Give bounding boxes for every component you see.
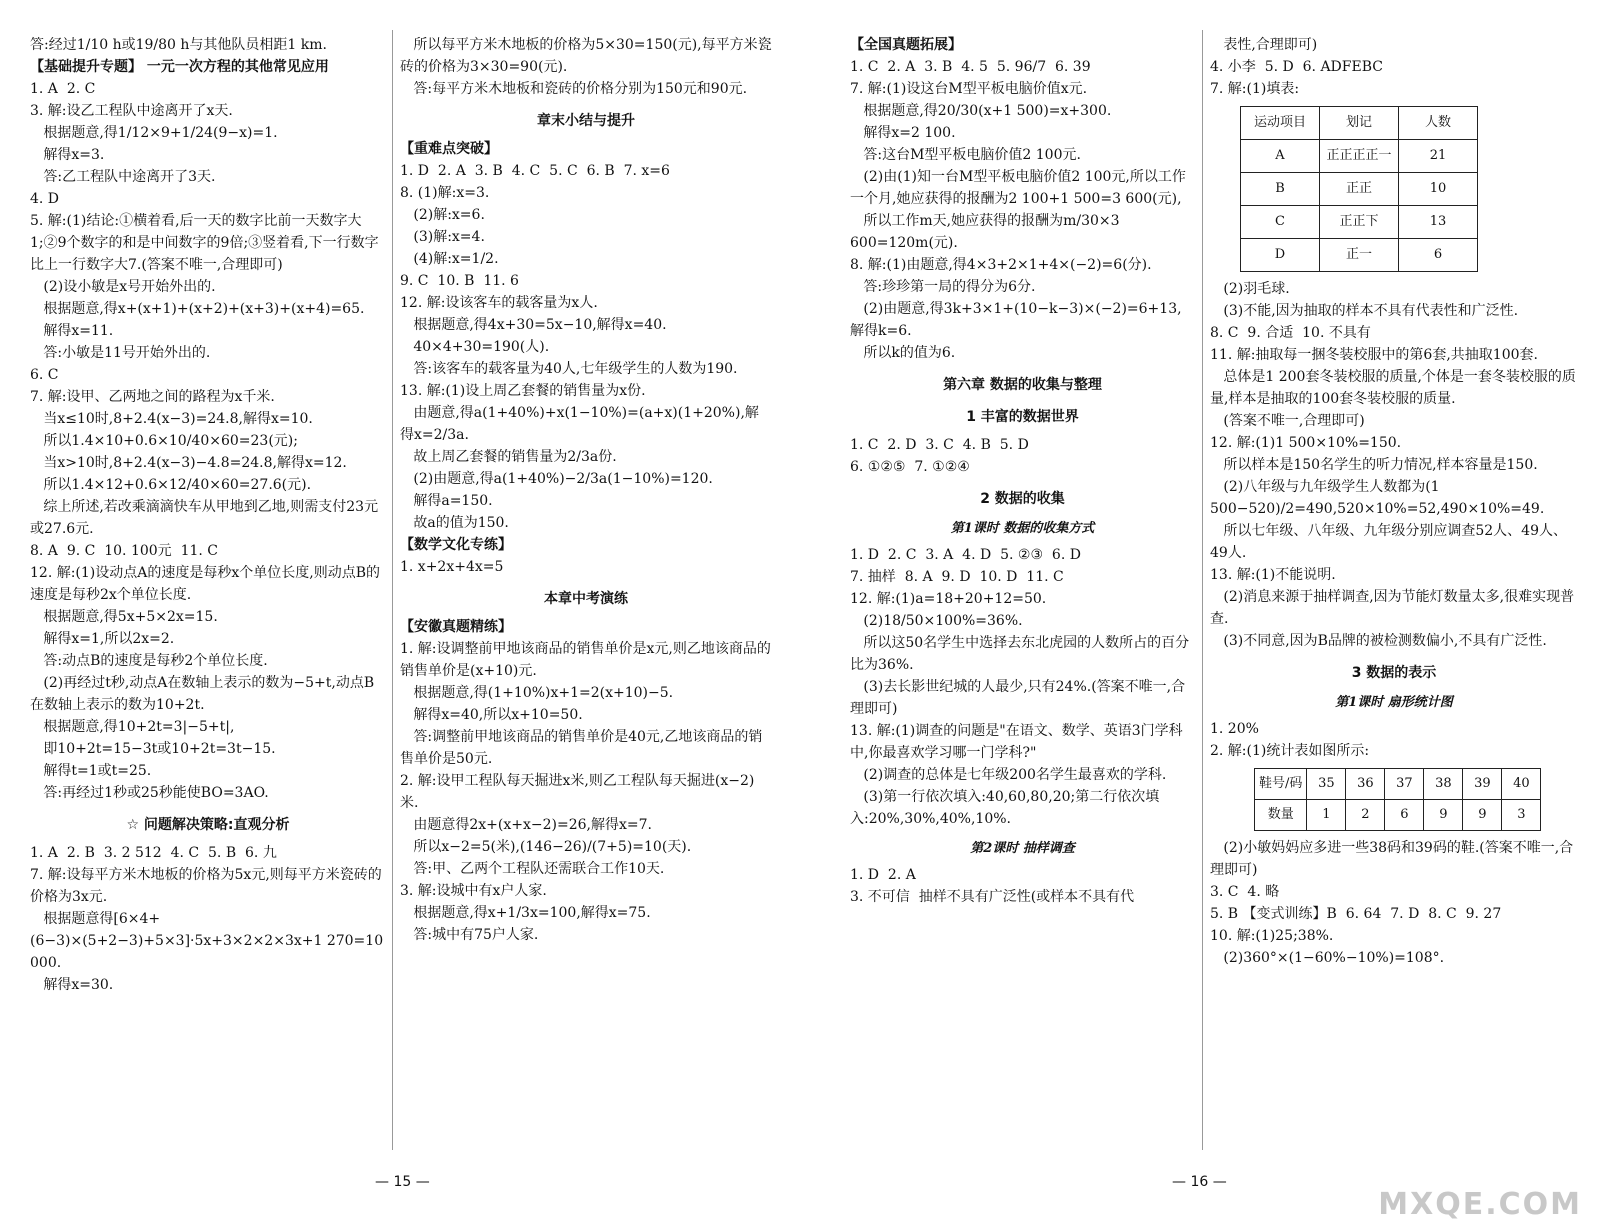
answer-line: 答:该客车的载客量为40人,七年级学生的人数为190. bbox=[400, 361, 738, 377]
answer-line: 由题意,得a(1+40%)+x(1−10%)=(a+x)(1+20%),解得x=2/3a. bbox=[400, 405, 759, 443]
answer-line: 1. 解:设调整前甲地该商品的销售单价是x元,则乙地该商品的销售单价是(x+10)元. bbox=[400, 641, 771, 679]
table-cell: C bbox=[1241, 206, 1320, 239]
table-cell: 21 bbox=[1399, 140, 1478, 173]
answer-line: 根据题意,得1/12×9+1/24(9−x)=1. bbox=[30, 125, 278, 141]
answer-line: (2)设小敏是x号开始外出的. bbox=[30, 279, 216, 295]
answer-line: 1. C 2. D 3. C 4. B 5. D bbox=[850, 437, 1029, 453]
answer-line: 4. D bbox=[30, 191, 60, 207]
answer-line: 7. 抽样 8. A 9. D 10. D 11. C bbox=[850, 569, 1064, 585]
answer-line: 所以x−2=5(米),(146−26)/(7+5)=10(天). bbox=[400, 839, 692, 855]
answer-line: 答:这台M型平板电脑价值2 100元. bbox=[850, 147, 1081, 163]
table-cell: 1 bbox=[1307, 800, 1346, 831]
answer-line: 3. 解:设乙工程队中途离开了x天. bbox=[30, 103, 233, 119]
answer-line: (3)不同意,因为B品牌的被检测数偏小,不具有广泛性. bbox=[1210, 633, 1547, 649]
table-cell: 35 bbox=[1307, 769, 1346, 800]
table-cell: D bbox=[1241, 239, 1320, 272]
answer-line: 12. 解:(1)设动点A的速度是每秒x个单位长度,则动点B的速度是每秒2x个单位长度. bbox=[30, 565, 381, 603]
answer-line: 根据题意,得5x+5×2x=15. bbox=[30, 609, 218, 625]
table-cell: 37 bbox=[1385, 769, 1424, 800]
table-cell: 正一 bbox=[1320, 239, 1399, 272]
answer-line: 40×4+30=190(人). bbox=[400, 339, 550, 355]
answer-line: 12. 解:(1)1 500×10%=150. bbox=[1210, 435, 1402, 451]
answer-line: 根据题意,得20/30(x+1 500)=x+300. bbox=[850, 103, 1112, 119]
answer-line: 总体是1 200套冬装校服的质量,个体是一套冬装校服的质量,样本是抽取的100套冬装校服的质量. bbox=[1210, 369, 1576, 407]
answer-line: 答:再经过1秒或25秒能使BO=3AO. bbox=[30, 785, 269, 801]
answer-line: 10. 解:(1)25;38%. bbox=[1210, 928, 1334, 944]
section-heading: 【安徽真题精练】 bbox=[400, 619, 512, 635]
table-cell: 人数 bbox=[1399, 107, 1478, 140]
table-cell: A bbox=[1241, 140, 1320, 173]
answer-line: 9. C 10. B 11. 6 bbox=[400, 273, 519, 289]
column-divider bbox=[392, 30, 393, 1150]
table-cell: 正正下 bbox=[1320, 206, 1399, 239]
answer-line: (2)羽毛球. bbox=[1210, 281, 1290, 297]
answer-line: 3. 不可信 抽样不具有广泛性(或样本不具有代 bbox=[850, 889, 1135, 905]
answer-line: 答:每平方米木地板和瓷砖的价格分别为150元和90元. bbox=[400, 81, 748, 97]
column-4-middle bbox=[1210, 278, 1578, 762]
answer-line: 8. (1)解:x=3. bbox=[400, 185, 490, 201]
answer-line: 解得x=11. bbox=[30, 323, 114, 339]
section-heading: 【数学文化专练】 bbox=[400, 537, 512, 553]
section-heading: 第1课时 数据的收集方式 bbox=[950, 521, 1095, 536]
answer-line: (答案不唯一,合理即可) bbox=[1210, 413, 1365, 429]
answer-line: 故上周乙套餐的销售量为2/3a份. bbox=[400, 449, 617, 465]
answer-line: (2)八年级与九年级学生人数都为(1 500−520)/2=490,520×10%=52,490×10%=49. bbox=[1210, 479, 1545, 517]
answer-line: 6. C bbox=[30, 367, 59, 383]
answer-line: 答:城中有75户人家. bbox=[400, 927, 539, 943]
answer-line: 1. C 2. A 3. B 4. 5 5. 96/7 6. 39 bbox=[850, 59, 1091, 75]
section-heading: 第六章 数据的收集与整理 bbox=[943, 377, 1102, 393]
column-3 bbox=[850, 34, 1195, 908]
answer-line: 根据题意得[6×4+(6−3)×(5+2−3)+5×3]·5x+3×2×2×3x+1 270=10 000. bbox=[30, 911, 388, 971]
section-heading: 1 丰富的数据世界 bbox=[966, 409, 1079, 425]
table-cell: 正正 bbox=[1320, 173, 1399, 206]
table-cell: 40 bbox=[1502, 769, 1541, 800]
answer-line: (2)再经过t秒,动点A在数轴上表示的数为−5+t,动点B在数轴上表示的数为10+2t. bbox=[30, 675, 375, 713]
table-row bbox=[1241, 140, 1478, 173]
watermark-logo: MXQE.COM bbox=[1378, 1187, 1582, 1222]
answer-line: 8. C 9. 合适 10. 不具有 bbox=[1210, 325, 1371, 341]
answer-line: 12. 解:设该客车的载客量为x人. bbox=[400, 295, 598, 311]
table-cell: 36 bbox=[1346, 769, 1385, 800]
answer-line: 1. x+2x+4x=5 bbox=[400, 559, 504, 575]
answer-line: 当x≤10时,8+2.4(x−3)=24.8,解得x=10. bbox=[30, 411, 313, 427]
table-cell: 运动项目 bbox=[1241, 107, 1320, 140]
section-heading: ☆ 问题解决策略:直观分析 bbox=[126, 817, 290, 833]
answer-line: (2)由题意,得a(1+40%)−2/3a(1−10%)=120. bbox=[400, 471, 713, 487]
sports-tally-table bbox=[1240, 106, 1478, 272]
answer-line: 12. 解:(1)a=18+20+12=50. bbox=[850, 591, 1047, 607]
table-cell: 39 bbox=[1463, 769, 1502, 800]
answer-line: (2)由题意,得3k+3×1+(10−k−3)×(−2)=6+13,解得k=6. bbox=[850, 301, 1182, 339]
answer-line: (3)去长影世纪城的人最少,只有24%.(答案不唯一,合理即可) bbox=[850, 679, 1186, 717]
answer-line: 所以这50名学生中选择去东北虎园的人数所占的百分比为36%. bbox=[850, 635, 1190, 673]
answer-line: 3. C 4. 略 bbox=[1210, 884, 1280, 900]
column-4-bottom bbox=[1210, 837, 1578, 969]
shoe-size-table bbox=[1254, 768, 1541, 831]
section-heading: 2 数据的收集 bbox=[980, 491, 1065, 507]
table-cell: 鞋号/码 bbox=[1255, 769, 1307, 800]
answer-line: 7. 解:(1)填表: bbox=[1210, 81, 1300, 97]
answer-line: 1. D 2. A 3. B 4. C 5. C 6. B 7. x=6 bbox=[400, 163, 670, 179]
answer-line: 解得x=1,所以2x=2. bbox=[30, 631, 175, 647]
answer-line: 答:调整前甲地该商品的销售单价是40元,乙地该商品的销售单价是50元. bbox=[400, 729, 763, 767]
answer-line: 7. 解:设甲、乙两地之间的路程为x千米. bbox=[30, 389, 275, 405]
answer-line: 11. 解:抽取每一捆冬装校服中的第6套,共抽取100套. bbox=[1210, 347, 1538, 363]
answer-line: 根据题意,得x+1/3x=100,解得x=75. bbox=[400, 905, 651, 921]
answer-line: (2)消息来源于抽样调查,因为节能灯数量太多,很难实现普查. bbox=[1210, 589, 1575, 627]
table-row bbox=[1241, 107, 1478, 140]
section-heading: 3 数据的表示 bbox=[1351, 665, 1437, 681]
answer-line: 答:经过1/10 h或19/80 h与其他队员相距1 km. bbox=[30, 37, 328, 53]
section-heading: 第2课时 抽样调查 bbox=[970, 841, 1075, 856]
answer-line: 13. 解:(1)调查的问题是"在语文、数学、英语3门学科中,你最喜欢学习哪一门学科?" bbox=[850, 723, 1183, 761]
answer-line: (2)18/50×100%=36%. bbox=[850, 613, 1023, 629]
answer-line: 所以样本是150名学生的听力情况,样本容量是150. bbox=[1210, 457, 1538, 473]
table-cell: 6 bbox=[1399, 239, 1478, 272]
answer-line: 解得x=2 100. bbox=[850, 125, 956, 141]
answer-line: 6. ①②⑤ 7. ①②④ bbox=[850, 459, 970, 475]
answer-line: (4)解:x=1/2. bbox=[400, 251, 499, 267]
answer-line: (2)调查的总体是七年级200名学生最喜欢的学科. bbox=[850, 767, 1167, 783]
answer-line: 1. A 2. B 3. 2 512 4. C 5. B 6. 九 bbox=[30, 845, 277, 861]
answer-line: 1. A 2. C bbox=[30, 81, 96, 97]
answer-line: 所以1.4×12+0.6×12/40×60=27.6(元). bbox=[30, 477, 312, 493]
answer-line: 7. 解:设每平方米木地板的价格为5x元,则每平方米瓷砖的价格为3x元. bbox=[30, 867, 382, 905]
answer-line: 2. 解:设甲工程队每天掘进x米,则乙工程队每天掘进(x−2)米. bbox=[400, 773, 755, 811]
answer-line: (2)解:x=6. bbox=[400, 207, 485, 223]
table-row bbox=[1255, 769, 1541, 800]
table-cell: 9 bbox=[1424, 800, 1463, 831]
answer-line: 1. D 2. C 3. A 4. D 5. ②③ 6. D bbox=[850, 547, 1081, 563]
answer-line: 所以七年级、八年级、九年级分别应调查52人、49人、49人. bbox=[1210, 523, 1567, 561]
answer-line: 答:乙工程队中途离开了3天. bbox=[30, 169, 216, 185]
section-heading: 【重难点突破】 bbox=[400, 141, 498, 157]
answer-line: (2)360°×(1−60%−10%)=108°. bbox=[1210, 950, 1445, 966]
answer-line: 即10+2t=15−3t或10+2t=3t−15. bbox=[30, 741, 276, 757]
answer-line: (3)不能,因为抽取的样本不具有代表性和广泛性. bbox=[1210, 303, 1519, 319]
answer-line: (2)由(1)知一台M型平板电脑价值2 100元,所以工作一个月,她应获得的报酬为2 100+1 500=3 600(元), bbox=[850, 169, 1186, 207]
table-cell: 10 bbox=[1399, 173, 1478, 206]
section-heading: 章末小结与提升 bbox=[537, 113, 635, 129]
table-cell: 6 bbox=[1385, 800, 1424, 831]
answer-line: 3. 解:设城中有x户人家. bbox=[400, 883, 547, 899]
answer-line: 答:动点B的速度是每秒2个单位长度. bbox=[30, 653, 268, 669]
column-2 bbox=[400, 34, 772, 946]
table-row bbox=[1241, 239, 1478, 272]
answer-line: 解得x=40,所以x+10=50. bbox=[400, 707, 583, 723]
answer-line: 所以每平方米木地板的价格为5×30=150(元),每平方米瓷砖的价格为3×30=90(元). bbox=[400, 37, 772, 75]
answer-line: 7. 解:(1)设这台M型平板电脑价值x元. bbox=[850, 81, 1088, 97]
table-cell: 38 bbox=[1424, 769, 1463, 800]
answer-line: 根据题意,得10+2t=3|−5+t|, bbox=[30, 719, 235, 735]
right-page bbox=[800, 0, 1600, 1228]
table-cell: 13 bbox=[1399, 206, 1478, 239]
table-cell: 3 bbox=[1502, 800, 1541, 831]
answer-line: 8. 解:(1)由题意,得4×3+2×1+4×(−2)=6(分). bbox=[850, 257, 1152, 273]
answer-line: 2. 解:(1)统计表如图所示: bbox=[1210, 743, 1370, 759]
answer-line: 所以工作m天,她应获得的报酬为m/30×3 600=120m(元). bbox=[850, 213, 1124, 251]
table-cell: 划记 bbox=[1320, 107, 1399, 140]
answer-line: 解得x=30. bbox=[30, 977, 114, 993]
table-cell: 数量 bbox=[1255, 800, 1307, 831]
table-row bbox=[1241, 206, 1478, 239]
answer-line: 由题意得2x+(x+x−2)=26,解得x=7. bbox=[400, 817, 652, 833]
section-heading: 本章中考演练 bbox=[544, 591, 628, 607]
page-number-left: — 15 — bbox=[375, 1174, 430, 1190]
answer-line: 根据题意,得(1+10%)x+1=2(x+10)−5. bbox=[400, 685, 674, 701]
answer-line: 1. D 2. A bbox=[850, 867, 916, 883]
answer-line: 13. 解:(1)不能说明. bbox=[1210, 567, 1336, 583]
answer-line: 答:珍珍第一局的得分为6分. bbox=[850, 279, 1036, 295]
answer-line: 答:甲、乙两个工程队还需联合工作10天. bbox=[400, 861, 665, 877]
answer-line: 解得t=1或t=25. bbox=[30, 763, 152, 779]
answer-line: 答:小敏是11号开始外出的. bbox=[30, 345, 211, 361]
answer-line: 13. 解:(1)设上周乙套餐的销售量为x份. bbox=[400, 383, 646, 399]
answer-line: 4. 小李 5. D 6. ADFEBC bbox=[1210, 59, 1383, 75]
answer-line: 8. A 9. C 10. 100元 11. C bbox=[30, 543, 219, 559]
answer-line: 所以k的值为6. bbox=[850, 345, 956, 361]
section-heading: 【全国真题拓展】 bbox=[850, 37, 962, 53]
answer-line: 解得a=150. bbox=[400, 493, 493, 509]
column-1 bbox=[30, 34, 386, 996]
table-cell: 2 bbox=[1346, 800, 1385, 831]
column-divider bbox=[1202, 30, 1203, 1150]
table-cell: 9 bbox=[1463, 800, 1502, 831]
table-cell: B bbox=[1241, 173, 1320, 206]
answer-line: 5. 解:(1)结论:①横着看,后一天的数字比前一天数字大1;②9个数字的和是中间数字的9倍;③竖着看,下一行数字比上一行数字大7.(答案不唯一,合理即可) bbox=[30, 213, 379, 273]
page-number-right: — 16 — bbox=[1172, 1174, 1227, 1190]
table-row bbox=[1241, 173, 1478, 206]
table-cell: 正正正正一 bbox=[1320, 140, 1399, 173]
answer-line: 解得x=3. bbox=[30, 147, 105, 163]
answer-line: 所以1.4×10+0.6×10/40×60=23(元); bbox=[30, 433, 298, 449]
answer-line: 当x>10时,8+2.4(x−3)−4.8=24.8,解得x=12. bbox=[30, 455, 347, 471]
table-row bbox=[1255, 800, 1541, 831]
answer-line: 1. 20% bbox=[1210, 721, 1259, 737]
answer-line: 根据题意,得x+(x+1)+(x+2)+(x+3)+(x+4)=65. bbox=[30, 301, 365, 317]
answer-line: 综上所述,若改乘滴滴快车从甲地到乙地,则需支付23元或27.6元. bbox=[30, 499, 379, 537]
column-4 bbox=[1210, 34, 1578, 969]
answer-line: (2)小敏妈妈应多进一些38码和39码的鞋.(答案不唯一,合理即可) bbox=[1210, 840, 1574, 878]
answer-line: 故a的值为150. bbox=[400, 515, 509, 531]
answer-line: 表性,合理即可) bbox=[1210, 37, 1318, 53]
answer-line: (3)解:x=4. bbox=[400, 229, 485, 245]
section-heading: 【基础提升专题】 一元一次方程的其他常见应用 bbox=[30, 59, 329, 75]
answer-line: 5. B 【变式训练】B 6. 64 7. D 8. C 9. 27 bbox=[1210, 906, 1502, 922]
section-heading: 第1课时 扇形统计图 bbox=[1335, 695, 1453, 710]
column-4-top bbox=[1210, 34, 1578, 100]
answer-line: 根据题意,得4x+30=5x−10,解得x=40. bbox=[400, 317, 667, 333]
answer-line: (3)第一行依次填入:40,60,80,20;第二行依次填入:20%,30%,40%,10%. bbox=[850, 789, 1160, 827]
